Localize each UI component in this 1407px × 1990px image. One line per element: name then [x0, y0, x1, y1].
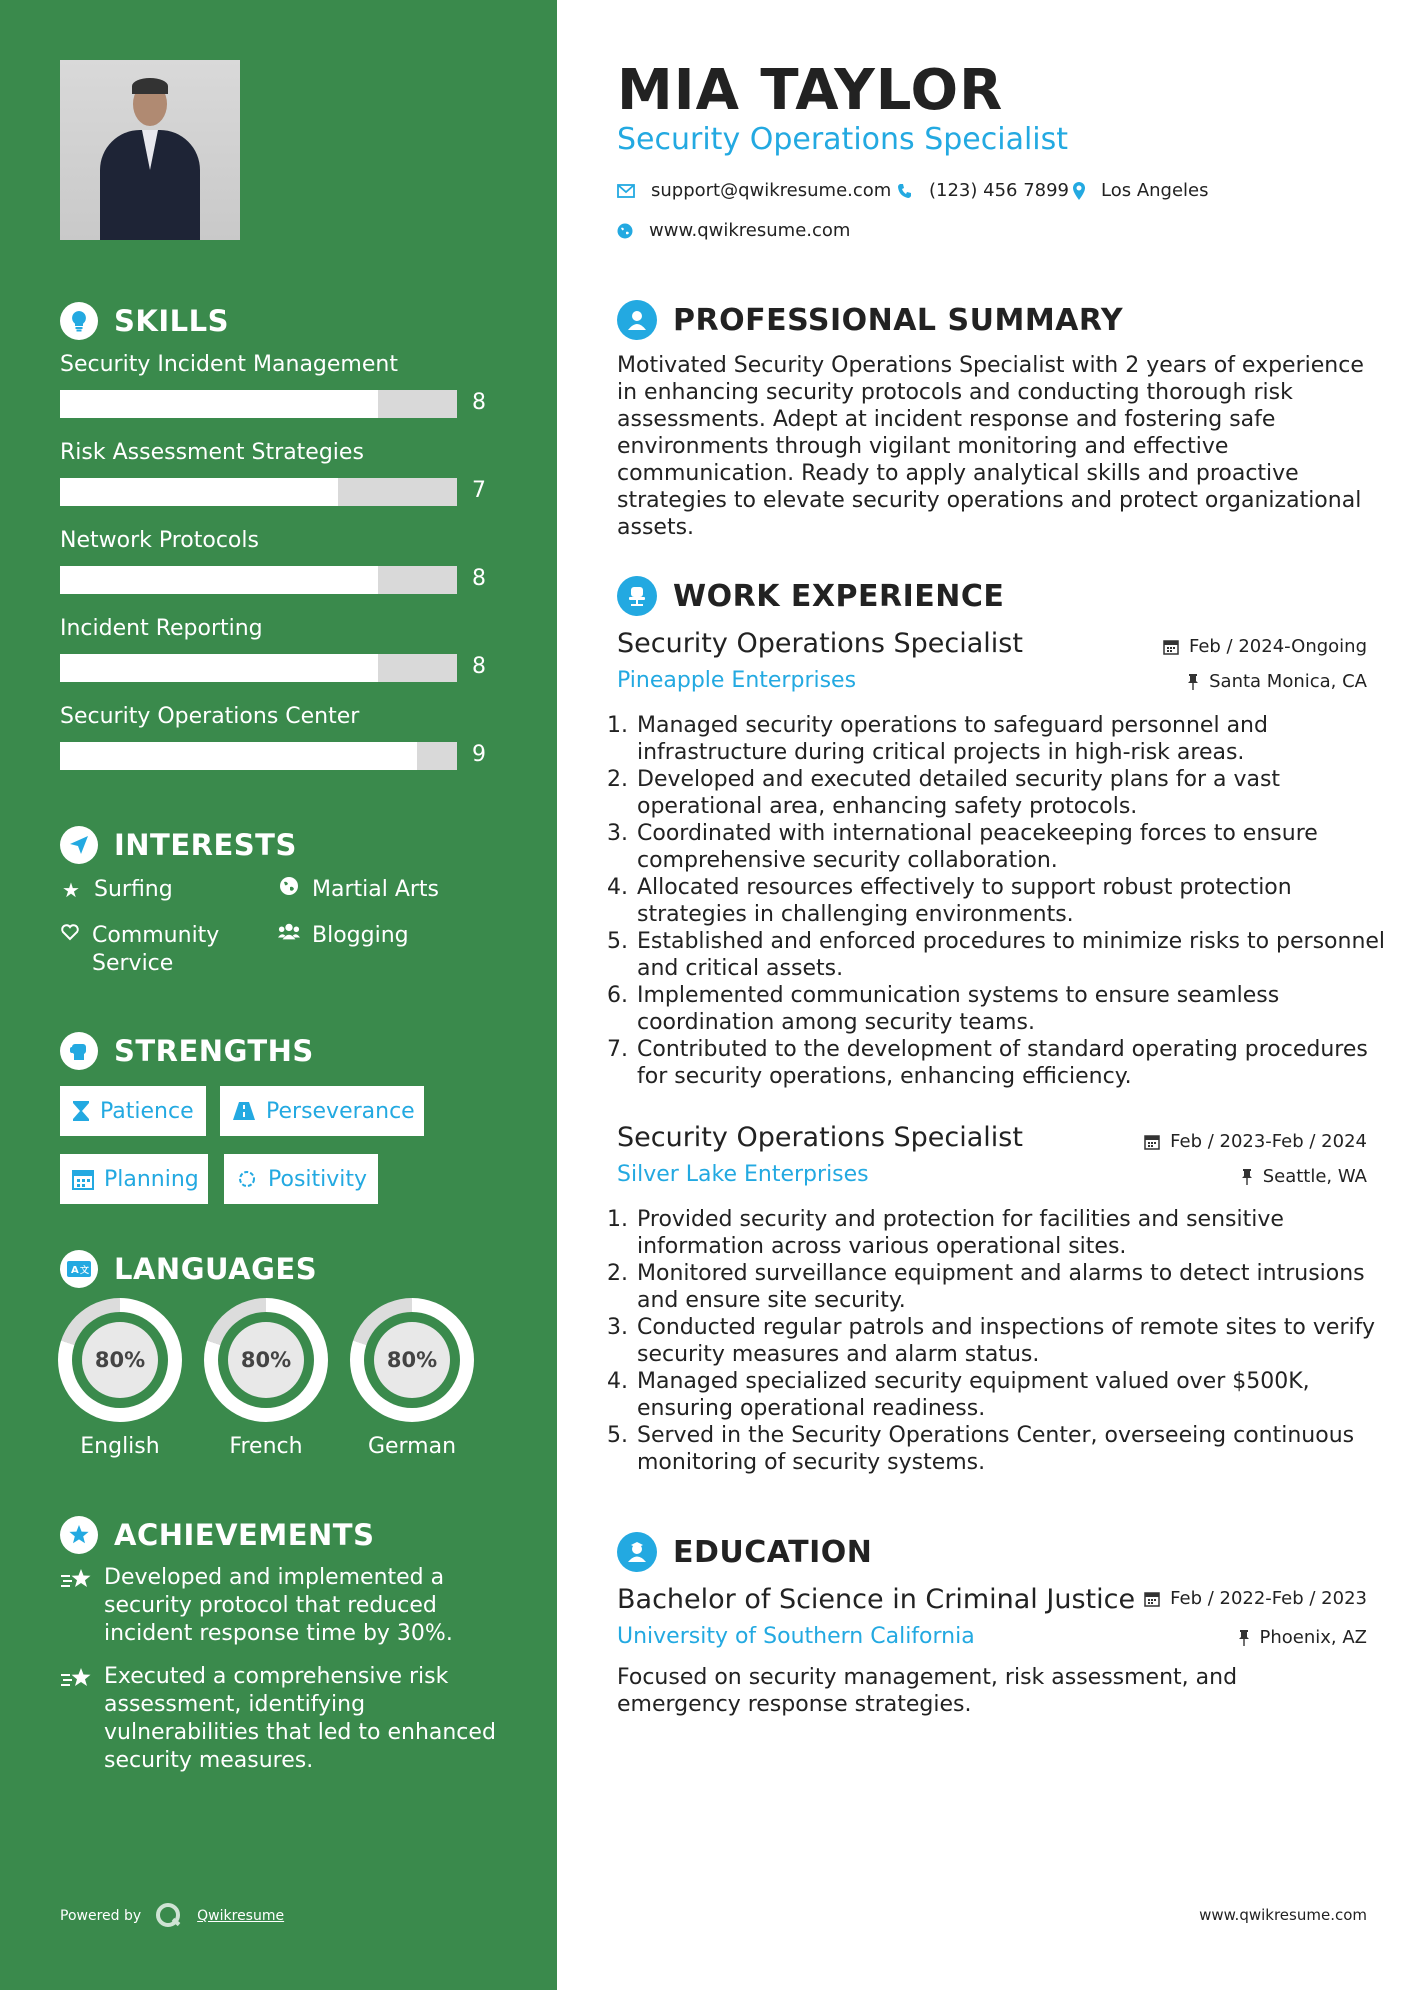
office-chair-icon [617, 576, 657, 616]
calendar-icon [1163, 639, 1179, 655]
contact-phone: (123) 456 7899 [897, 180, 1069, 201]
language-ring [350, 1298, 474, 1422]
strength-chip: Positivity [224, 1154, 378, 1204]
calendar-icon [1144, 1134, 1160, 1150]
job-bullet: 2. Monitored surveillance equipment and alarms to detect intrusions and ensure site security. [635, 1260, 1405, 1314]
skill-value: 8 [472, 654, 486, 679]
skill-name: Incident Reporting [60, 616, 263, 641]
languages-heading: A 文 LANGUAGES [60, 1250, 317, 1288]
pushpin-icon [1187, 674, 1199, 690]
job-bullet: 1. Managed security operations to safeguard personnel and infrastructure during critical projects in high-risk areas. [635, 712, 1405, 766]
skill-name: Security Incident Management [60, 352, 398, 377]
svg-text:A: A [71, 1265, 80, 1276]
language-ring [204, 1298, 328, 1422]
contact-email [617, 180, 891, 201]
skill-bar-fill [60, 390, 378, 418]
paper-plane-icon [60, 826, 98, 864]
website-link[interactable]: www.qwikresume.com [649, 220, 851, 241]
skill-bar-fill [60, 742, 417, 770]
language-percent: 80% [228, 1322, 304, 1398]
job-dates: Feb / 2024-Ongoing [1163, 636, 1367, 657]
job-bullet: 4. Managed specialized security equipment valued over $500K, ensuring operational readiness. [635, 1368, 1405, 1422]
lightbulb-icon [60, 302, 98, 340]
pushpin-icon [1241, 1169, 1253, 1185]
language-item [58, 1298, 182, 1459]
interests-heading: INTERESTS [60, 826, 297, 864]
graduate-icon [617, 1532, 657, 1572]
education-degree: Bachelor of Science in Criminal Justice [617, 1584, 1136, 1615]
calendar-icon [1144, 1591, 1160, 1607]
achievement-item: Developed and implemented a security protocol that reduced incident response time by 30%. [60, 1564, 500, 1648]
job-bullet: 2. Developed and executed detailed security plans for a vast operational area, enhancing safety protocols. [635, 766, 1405, 820]
job-location: Seattle, WA [1241, 1166, 1367, 1187]
users-icon [278, 922, 300, 942]
main-content [557, 0, 1407, 1990]
skill-bar [60, 742, 457, 770]
language-item [204, 1298, 328, 1459]
skill-value: 7 [472, 478, 486, 503]
email-link[interactable]: support@qwikresume.com [651, 180, 892, 201]
road-icon [232, 1101, 256, 1121]
skill-item [60, 440, 500, 503]
job-bullet: 4. Allocated resources effectively to support robust protection strategies in challenging environments. [635, 874, 1405, 928]
job-bullets [603, 1206, 1405, 1476]
achievement-item: Executed a comprehensive risk assessment, identifying vulnerabilities that led to enhanced security measures. [60, 1663, 500, 1775]
education-location: Phoenix, AZ [1238, 1627, 1368, 1648]
profile-photo [60, 60, 240, 240]
job-company: Silver Lake Enterprises [617, 1162, 869, 1187]
award-star-icon [60, 1516, 98, 1554]
svg-text:文: 文 [80, 1266, 90, 1276]
sun-icon [236, 1168, 258, 1190]
skill-bar-fill [60, 478, 338, 506]
footer-website[interactable]: www.qwikresume.com [1199, 1906, 1367, 1924]
job-title: Security Operations Specialist [617, 628, 1023, 659]
strengths-heading: STRENGTHS [60, 1032, 314, 1070]
shooting-star-icon [60, 1665, 94, 1775]
star-icon: ★ [62, 878, 80, 902]
skill-item [60, 704, 500, 767]
skill-item [60, 616, 500, 679]
skill-bar [60, 566, 457, 594]
sidebar [0, 0, 557, 1990]
interest-item: Community Service [60, 922, 250, 978]
job-dates: Feb / 2023-Feb / 2024 [1144, 1131, 1367, 1152]
qwikresume-link[interactable]: Qwikresume [197, 1908, 285, 1924]
job-company: Pineapple Enterprises [617, 668, 857, 693]
candidate-name: MIA TAYLOR [617, 58, 1004, 123]
shooting-star-icon [60, 1566, 94, 1648]
strength-chip: Patience [60, 1086, 206, 1136]
achievements-heading: ACHIEVEMENTS [60, 1516, 374, 1554]
language-ring [58, 1298, 182, 1422]
job-bullet: 5. Established and enforced procedures to minimize risks to personnel and critical assets. [635, 928, 1405, 982]
job-title: Security Operations Specialist [617, 1122, 1023, 1153]
skill-bar-fill [60, 566, 378, 594]
job-location: Santa Monica, CA [1187, 671, 1367, 692]
education-dates: Feb / 2022-Feb / 2023 [1144, 1588, 1367, 1609]
skill-item [60, 528, 500, 591]
translate-icon [60, 1250, 98, 1288]
language-name: English [80, 1434, 160, 1459]
phone-icon [897, 183, 913, 199]
candidate-role: Security Operations Specialist [617, 122, 1069, 157]
job-bullet: 6. Implemented communication systems to ensure seamless coordination among security teams. [635, 982, 1405, 1036]
skill-name: Security Operations Center [60, 704, 360, 729]
language-name: French [229, 1434, 303, 1459]
powered-by: Powered by Qwikresume [60, 1902, 284, 1930]
hourglass-icon [72, 1100, 90, 1122]
interest-item: ★ Surfing [60, 876, 173, 904]
interest-item: Blogging [278, 922, 409, 950]
job-bullet: 3. Coordinated with international peacekeeping forces to ensure comprehensive security collaboration. [635, 820, 1405, 874]
education-school: University of Southern California [617, 1624, 975, 1649]
skill-bar [60, 478, 457, 506]
qwikresume-logo-icon [155, 1902, 183, 1930]
user-icon [617, 300, 657, 340]
heart-icon [60, 922, 80, 942]
pushpin-icon [1238, 1630, 1250, 1646]
language-percent: 80% [82, 1322, 158, 1398]
calendar-icon [72, 1168, 94, 1190]
language-name: German [367, 1434, 457, 1459]
map-pin-icon [1073, 182, 1085, 200]
language-percent: 80% [374, 1322, 450, 1398]
summary-heading: PROFESSIONAL SUMMARY [617, 300, 1123, 340]
strength-chip: Planning [60, 1154, 208, 1204]
globe-icon [278, 876, 300, 896]
work-heading: WORK EXPERIENCE [617, 576, 1004, 616]
education-description: Focused on security management, risk assessment, and emergency response strategies. [617, 1665, 1238, 1717]
job-bullet: 3. Conducted regular patrols and inspections of remote sites to verify security measures and alarm status. [635, 1314, 1405, 1368]
skill-item [60, 352, 500, 415]
summary-text: Motivated Security Operations Specialist with 2 years of experience in enhancing security protocols and conducting thorough risk assessments. Adept at incident response and fostering safe environments through vigilant monitoring and effective communication. Ready to apply analytical skills and proactive strategies to elevate security operations and protect organizational assets. [617, 353, 1364, 540]
skill-name: Risk Assessment Strategies [60, 440, 364, 465]
job-bullets [603, 712, 1405, 1090]
skill-value: 9 [472, 742, 486, 767]
strength-chip: Perseverance [220, 1086, 424, 1136]
education-heading: EDUCATION [617, 1532, 872, 1572]
skill-bar [60, 654, 457, 682]
job-bullet: 1. Provided security and protection for facilities and sensitive information across various operational sites. [635, 1206, 1405, 1260]
envelope-icon [617, 184, 635, 198]
job-bullet: 5. Served in the Security Operations Center, overseeing continuous monitoring of security systems. [635, 1422, 1405, 1476]
interest-item: Martial Arts [278, 876, 439, 904]
fist-icon [60, 1032, 98, 1070]
skill-value: 8 [472, 390, 486, 415]
skills-heading: SKILLS [60, 302, 229, 340]
contact-location: Los Angeles [1073, 180, 1209, 201]
contact-website [617, 220, 850, 241]
skill-bar-fill [60, 654, 378, 682]
skill-name: Network Protocols [60, 528, 259, 553]
job-bullet: 7. Contributed to the development of standard operating procedures for security operations, enhancing efficiency. [635, 1036, 1405, 1090]
skill-value: 8 [472, 566, 486, 591]
skill-bar [60, 390, 457, 418]
language-item [350, 1298, 474, 1459]
globe-icon [617, 223, 633, 239]
